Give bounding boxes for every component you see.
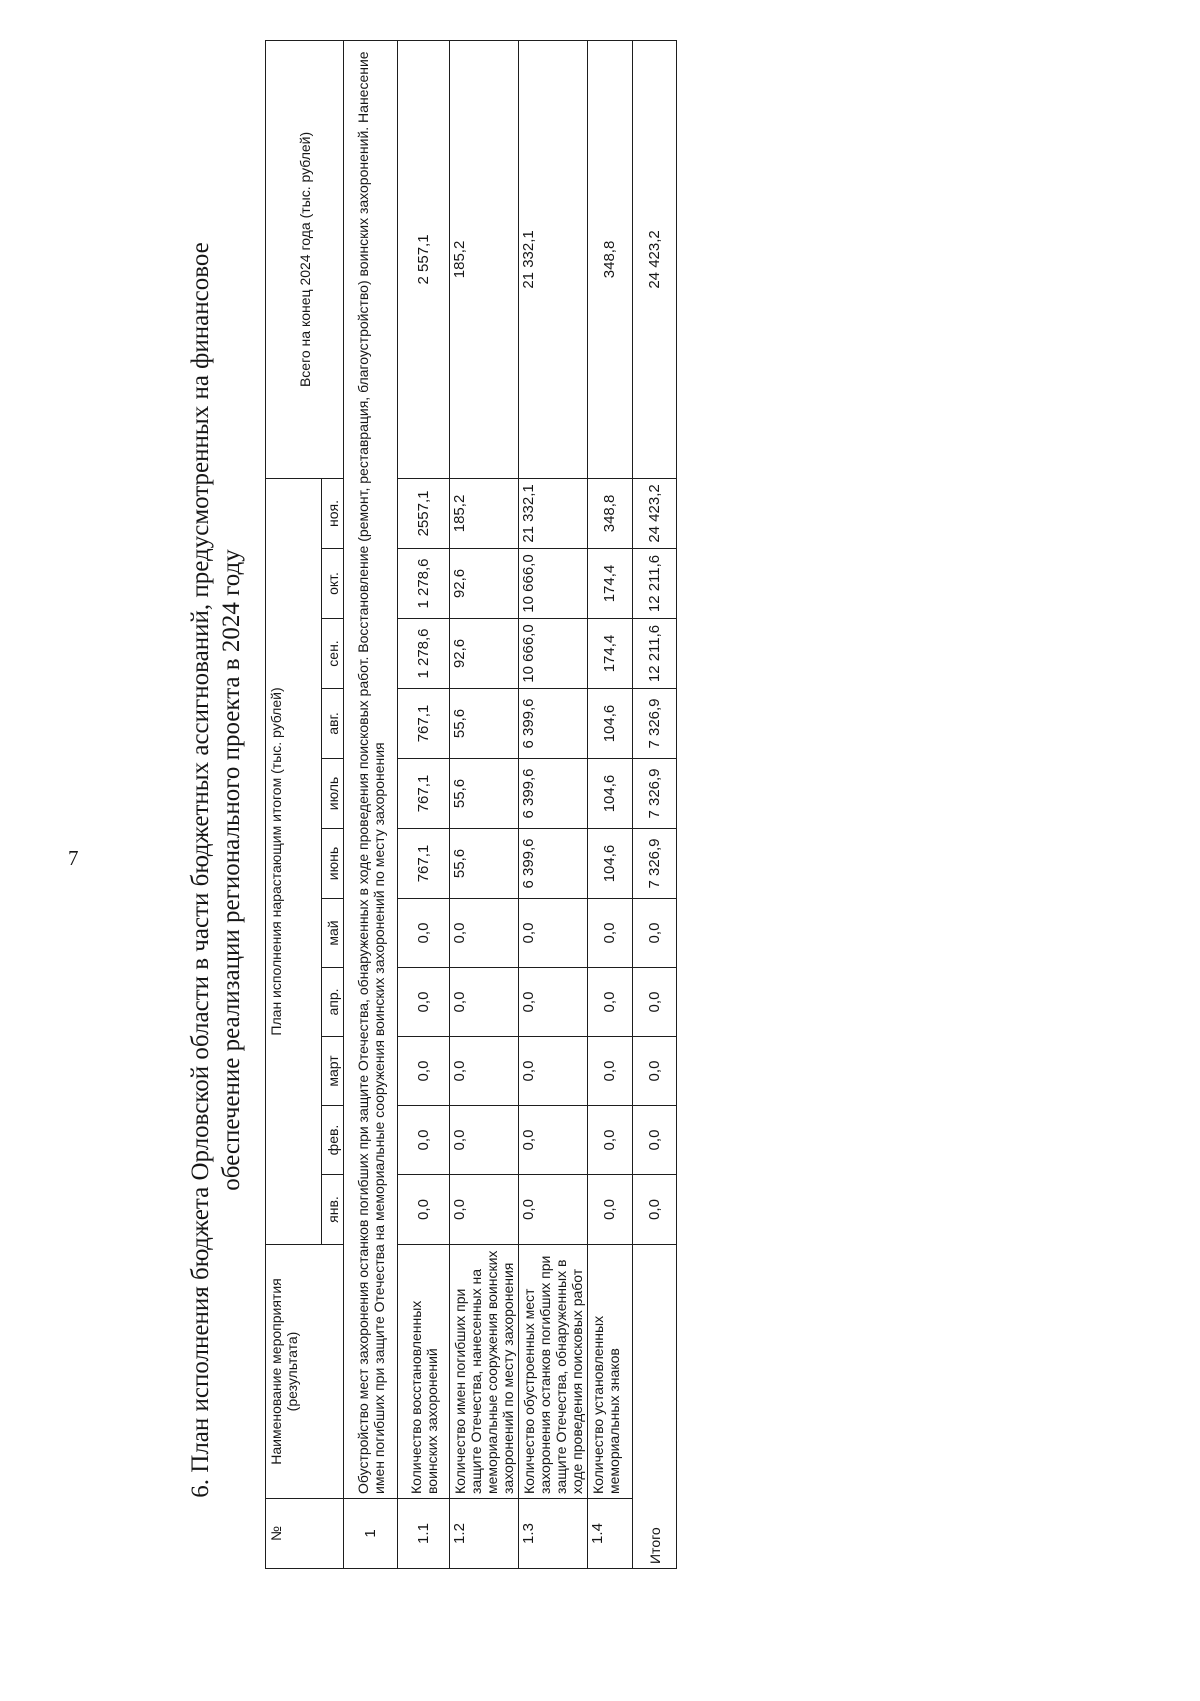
row-num: 1.3 [519,1499,588,1569]
header-month: апр. [322,968,344,1037]
total-value-cell: 7 326,9 [633,759,677,829]
total-value-cell: 0,0 [633,899,677,968]
table-row [588,40,633,1568]
value-cell: 10 666,0 [519,619,588,689]
section-row [344,40,398,1568]
header-row [266,40,322,1568]
header-month: март [322,1037,344,1106]
total-value-cell: 0,0 [633,968,677,1037]
value-cell: 767,1 [398,759,450,829]
value-cell: 0,0 [398,1175,450,1245]
total-value-cell: 0,0 [633,1175,677,1245]
title-line-1: 6. План исполнения бюджета Орловской области в части бюджетных ассигнований, предусмотренных на финансовое [187,242,214,1498]
row-name: Количество установленных мемориальных знаков [588,1245,633,1499]
row-num: 1.1 [398,1499,450,1569]
value-cell: 0,0 [519,899,588,968]
value-cell: 0,0 [588,899,633,968]
value-cell: 6 399,6 [519,829,588,899]
total-value-cell: 7 326,9 [633,829,677,899]
header-month: янв. [322,1175,344,1245]
value-cell: 6 399,6 [519,759,588,829]
value-cell: 0,0 [519,1106,588,1175]
value-cell: 0,0 [450,1037,519,1106]
total-value-cell: 12 211,6 [633,549,677,619]
header-plan: План исполнения нарастающим итогом (тыс. рублей) [266,478,322,1244]
value-cell: 0,0 [588,968,633,1037]
total-value-cell: 12 211,6 [633,619,677,689]
page-number: 7 [68,846,79,870]
table-row [450,40,519,1568]
value-cell: 0,0 [588,1106,633,1175]
row-name: Количество обустроенных мест захоронения останков погибших при защите Отечества, обнаруженных в ходе проведения поисковых работ [519,1245,588,1499]
value-cell: 0,0 [398,899,450,968]
value-cell: 348,8 [588,478,633,548]
value-cell: 6 399,6 [519,689,588,759]
header-month: май [322,899,344,968]
value-cell: 104,6 [588,689,633,759]
total-cell: 348,8 [588,40,633,478]
budget-plan-table [265,40,677,1569]
row-name: Количество имен погибших при защите Отечества, нанесенных на мемориальные сооружения воинских захоронений по месту захоронения [450,1245,519,1499]
header-month: июль [322,759,344,829]
value-cell: 2557,1 [398,478,450,548]
value-cell: 55,6 [450,759,519,829]
total-cell: 21 332,1 [519,40,588,478]
value-cell: 21 332,1 [519,478,588,548]
total-label-spacer [633,1245,677,1499]
value-cell: 104,6 [588,759,633,829]
value-cell: 0,0 [450,1106,519,1175]
total-cell: 2 557,1 [398,40,450,478]
value-cell: 174,4 [588,619,633,689]
header-month: окт. [322,549,344,619]
rotated-page-content [185,51,705,1630]
total-value-cell: 0,0 [633,1106,677,1175]
section-num: 1 [344,1499,398,1569]
header-month: ноя. [322,478,344,548]
header-total: Всего на конец 2024 года (тыс. рублей) [266,40,344,478]
grand-total-cell: 24 423,2 [633,40,677,478]
header-month: сен. [322,619,344,689]
total-label: Итого [633,1499,677,1569]
value-cell: 0,0 [450,1175,519,1245]
value-cell: 174,4 [588,549,633,619]
table-row [519,40,588,1568]
value-cell: 55,6 [450,829,519,899]
header-month: фев. [322,1106,344,1175]
value-cell: 0,0 [519,1175,588,1245]
section-text: Обустройство мест захоронения останков погибших при защите Отечества, обнаруженных в ходе проведения поисковых работ. Восстановление (ремонт, реставрация, благоустройство) воинских захоронений. Нанесение имен погибших при защите Отечества на мемориальные сооружения воинских захоронений по месту захоронения [344,40,398,1498]
value-cell: 55,6 [450,689,519,759]
value-cell: 0,0 [450,968,519,1037]
title-line-2: обеспечение реализации регионального проекта в 2024 году [218,549,245,1191]
value-cell: 10 666,0 [519,549,588,619]
value-cell: 0,0 [450,899,519,968]
value-cell: 0,0 [398,968,450,1037]
row-name: Количество восстановленных воинских захоронений [398,1245,450,1499]
value-cell: 0,0 [588,1037,633,1106]
total-value-cell: 0,0 [633,1037,677,1106]
value-cell: 0,0 [588,1175,633,1245]
value-cell: 1 278,6 [398,619,450,689]
document-title [185,110,247,1630]
value-cell: 104,6 [588,829,633,899]
value-cell: 92,6 [450,549,519,619]
total-value-cell: 7 326,9 [633,689,677,759]
value-cell: 0,0 [398,1037,450,1106]
header-num: № [266,1499,344,1569]
value-cell: 767,1 [398,689,450,759]
table-row [398,40,450,1568]
header-name: Наименование мероприятия (результата) [266,1245,344,1499]
header-month: авг. [322,689,344,759]
value-cell: 92,6 [450,619,519,689]
row-num: 1.2 [450,1499,519,1569]
row-num: 1.4 [588,1499,633,1569]
value-cell: 0,0 [519,1037,588,1106]
value-cell: 0,0 [398,1106,450,1175]
header-month: июнь [322,829,344,899]
total-row [633,40,677,1568]
total-cell: 185,2 [450,40,519,478]
value-cell: 767,1 [398,829,450,899]
value-cell: 1 278,6 [398,549,450,619]
value-cell: 0,0 [519,968,588,1037]
value-cell: 185,2 [450,478,519,548]
total-value-cell: 24 423,2 [633,478,677,548]
